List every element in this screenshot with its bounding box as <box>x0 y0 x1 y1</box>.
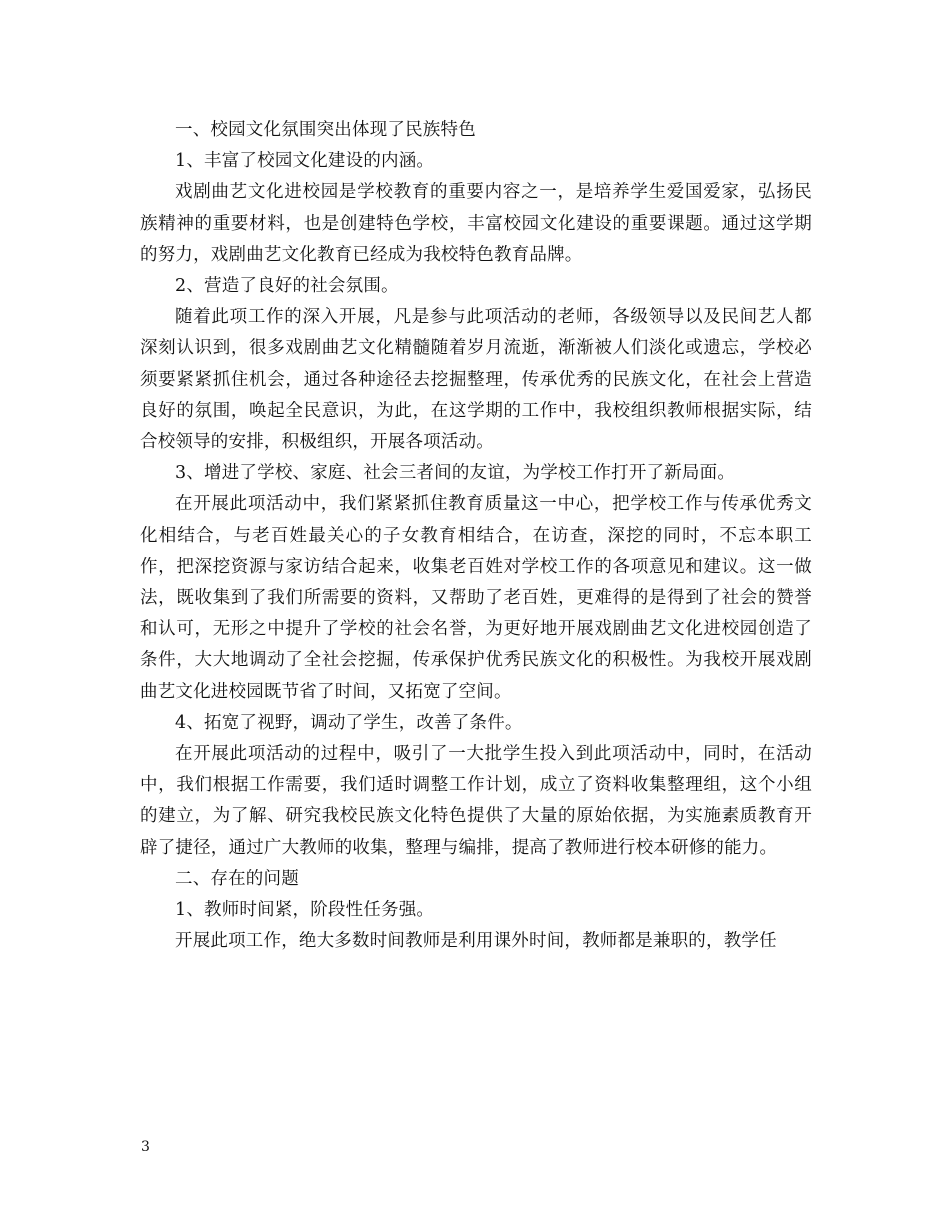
document-body <box>140 115 812 957</box>
body-paragraph: 戏剧曲艺文化进校园是学校教育的重要内容之一，是培养学生爱国爱家，弘扬民族精神的重要材料，也是创建特色学校，丰富校园文化建设的重要课题。通过这学期的努力，戏剧曲艺文化教育已经成为我校特色教育品牌。 <box>140 182 812 265</box>
subheading-3: 3、增进了学校、家庭、社会三者间的友谊，为学校工作打开了新局面。 <box>175 463 736 484</box>
subheading-5: 1、教师时间紧，阶段性任务强。 <box>175 900 435 921</box>
body-paragraph: 在开展此项活动的过程中，吸引了一大批学生投入到此项活动中，同时，在活动中，我们根据工作需要，我们适时调整工作计划，成立了资料收集整理组，这个小组的建立，为了解、研究我校民族文化特色提供了大量的原始依据，为实施素质教育开辟了捷径，通过广大教师的收集，整理与编排，提高了教师进行校本研修的能力。 <box>140 744 812 858</box>
heading-section-1: 一、校园文化氛围突出体现了民族特色 <box>175 120 476 140</box>
heading-section-2: 二、存在的问题 <box>175 868 299 889</box>
body-paragraph: 随着此项工作的深入开展，凡是参与此项活动的老师，各级领导以及民间艺人都深刻认识到，很多戏剧曲艺文化精髓随着岁月流逝，渐渐被人们淡化或遗忘，学校必须要紧紧抓住机会，通过各种途径去挖掘整理，传承优秀的民族文化，在社会上营造良好的氛围，唤起全民意识，为此，在这学期的工作中，我校组织教师根据实际，结合校领导的安排，积极组织，开展各项活动。 <box>140 307 812 453</box>
body-paragraph: 在开展此项活动中，我们紧紧抓住教育质量这一中心，把学校工作与传承优秀文化相结合，与老百姓最关心的子女教育相结合，在访查，深挖的同时，不忘本职工作，把深挖资源与家访结合起来，收集老百姓对学校工作的各项意见和建议。这一做法，既收集到了我们所需要的资料，又帮助了老百姓，更难得的是得到了社会的赞誉和认可，无形之中提升了学校的社会名誉，为更好地开展戏剧曲艺文化进校园创造了条件，大大地调动了全社会挖掘，传承保护优秀民族文化的积极性。为我校开展戏剧曲艺文化进校园既节省了时间，又拓宽了空间。 <box>140 494 812 702</box>
subheading-4: 4、拓宽了视野，调动了学生，改善了条件。 <box>175 712 523 733</box>
subheading-2: 2、营造了良好的社会氛围。 <box>175 276 399 297</box>
body-paragraph: 开展此项工作，绝大多数时间教师是利用课外时间，教师都是兼职的，教学任 <box>175 931 777 952</box>
page-number: 3 <box>141 1139 150 1155</box>
subheading-1: 1、丰富了校园文化建设的内涵。 <box>175 151 435 172</box>
